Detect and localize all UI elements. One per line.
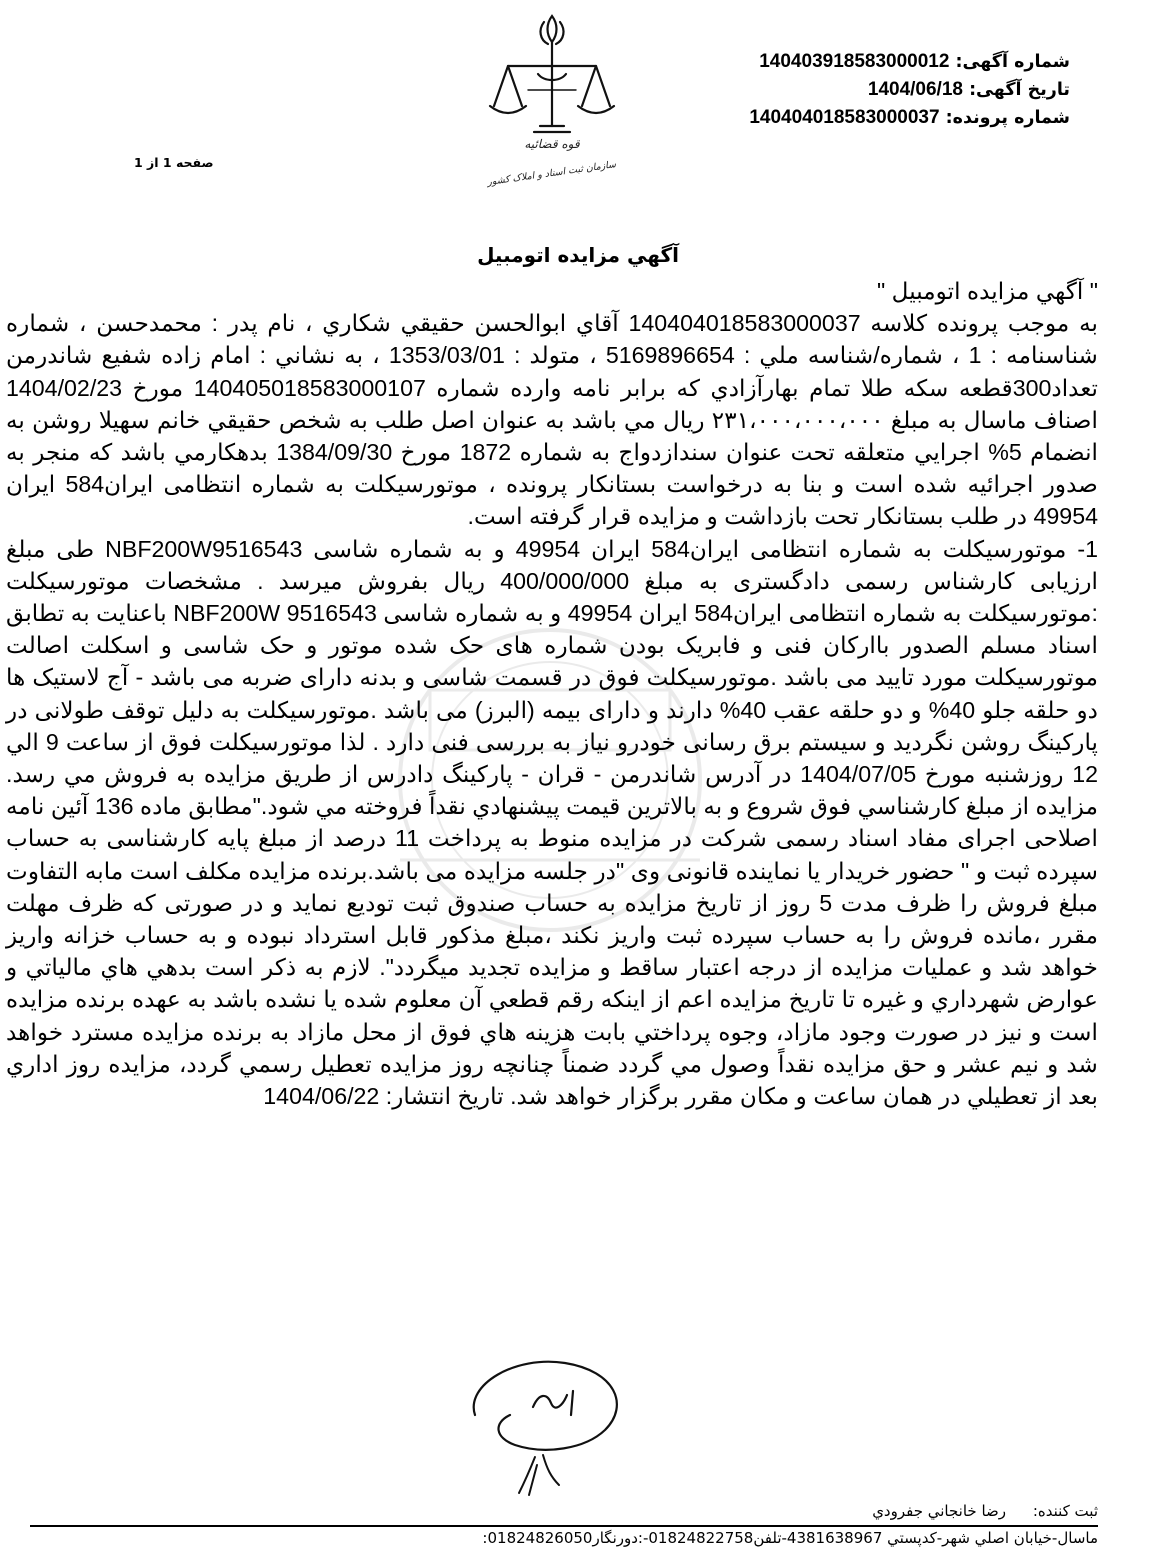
case-number: 140404018583000037 <box>749 107 940 128</box>
page-indicator: صفحه 1 از 1 <box>134 155 214 170</box>
announcement-intro: " آگهي مزايده اتومبيل " <box>876 278 1098 304</box>
ad-date: 1404/06/18 <box>867 79 963 100</box>
ad-number: 140403918583000012 <box>759 51 950 72</box>
office-address: ماسال-خيابان اصلي شهر-كدپستي 4381638967-تلفن01824822758-:دورنگار01824826050: <box>482 1529 1098 1547</box>
announcement-paragraph-1: به موجب پرونده كلاسه 140404018583000037 آقاي ابوالحسن حقيقي شكاري ، نام پدر : محمدحسن ، شماره شناسنامه : 1 ، شماره/شناسه ملي : 5169896654 ، متولد : 1353/03/01 ، به نشاني : امام زاده شفيع شاندرمن تعداد300قطعه سكه طلا تمام بهارآزادي كه برابر نامه وارده شماره 140405018583000107 مورخ 1404/02/23 اصناف ماسال به مبلغ ۲۳۱،۰۰۰،۰۰۰،۰۰۰ ريال مي باشد به عنوان اصل طلب به شخص حقيقي خانم سهيلا روشن به انضمام 5% اجرايي متعلقه تحت عنوان سندازدواج به شماره 1872 مورخ 1384/09/30 بدهكارمي باشد كه منجر به صدور اجرائيه شده است و بنا به درخواست بستانكار پرونده ، موتورسیکلت به شماره انتظامی ایران584 ایران 49954 در طلب بستانكار تحت بازداشت و مزايده قرار گرفته است. <box>6 310 1098 530</box>
registrar-line <box>872 1502 1098 1520</box>
ad-date-label: تاریخ آگهی: <box>969 80 1070 100</box>
registrar-name: رضا خانجاني جفرودي <box>872 1502 1007 1520</box>
ad-date-row <box>749 76 1070 104</box>
ad-metadata <box>749 48 1070 132</box>
announcement-paragraph-2: 1- موتورسیکلت به شماره انتظامی ایران584 ایران 49954 و به شماره شاسی NBF200W9516543 طی مبلغ ارزیابی کارشناس رسمی دادگستری به مبلغ 400/000/000 ریال بفروش میرسد . مشخصات موتورسیکلت :موتورسیکلت به شماره انتظامی ایران584 ایران 49954 و به شماره شاسی NBF200W 9516543 باعنایت به تطابق اسناد مسلم الصدور باارکان فنی و فابریک بودن شماره های حک شده موتور و حک شاسی و اسکلت اصالت موتورسیکلت مورد تایید می باشد .موتورسیکلت فوق در قسمت شاسی و بدنه دارای ضربه می باشد - آج لاستیک ها دو حلقه جلو 40% و دو حلقه عقب 40% دارند و دارای بیمه (البرز) می باشد .موتورسیکلت به دلیل توقف طولانی در پارکینگ روشن نگردید و سیستم برق رسانی خودرو نیاز به بررسی فنی دارد . لذا موتورسیکلت فوق از ساعت 9 الي 12 روزشنبه مورخ 1404/07/05 در آدرس شاندرمن - قران - پارکینگ دادرس از طريق مزايده به فروش مي رسد. مزايده از مبلغ كارشناسي فوق شروع و به بالاترين قيمت پيشنهادي نقداً فروخته مي شود."مطابق ماده 136 آئین نامه اصلاحی اجرای مفاد اسناد رسمی شرکت در مزایده منوط به پرداخت 11 درصد از مبلغ پایه کارشناسی به حساب سپرده ثبت و " حضور خریدار یا نماینده قانونی وی "در جلسه مزایده می باشد.برنده مزایده مکلف است مابه التفاوت مبلغ فروش را ظرف مدت 5 روز از تاریخ مزایده به حساب صندوق ثبت تودیع نماید و در صورتی که ظرف مهلت مقرر ،مانده فروش را به حساب سپرده ثبت واریز نکند ،مبلغ مذکور قابل استرداد نبوده و به حساب خزانه واریز خواهد شد و عملیات مزایده از درجه اعتبار ساقط و مزایده تجدید میگردد". لازم به ذكر است بدهي هاي مالياتي و عوارض شهرداري و غيره تا تاريخ مزايده اعم از اينكه رقم قطعي آن معلوم شده يا نشده باشد به عهده برنده مزايده است و نيز در صورت وجود مازاد، وجوه پرداختي بابت هزينه هاي فوق از محل مازاد به برنده مزايده مسترد خواهد شد و نيم عشر و حق مزايده نقداً وصول مي گردد ضمناً چنانچه روز مزايده تعطيل رسمي گردد، مزايده روز اداري بعد از تعطيلي در همان ساعت و مكان مقرر برگزار خواهد شد. تاریخ انتشار: 1404/06/22 <box>6 535 1099 1110</box>
emblem-text-organization: سازمان ثبت اسناد و املاک کشور <box>486 159 617 189</box>
judiciary-emblem <box>468 8 638 198</box>
handwritten-signature <box>455 1345 645 1500</box>
registrar-label: ثبت کننده: <box>1032 1502 1098 1520</box>
case-number-row <box>749 104 1070 132</box>
announcement-body <box>6 275 1098 1112</box>
footer-divider <box>30 1525 1098 1527</box>
ad-number-label: شماره آگهی: <box>955 52 1070 72</box>
emblem-text-judiciary: قوه قضائیه <box>524 137 580 151</box>
case-number-label: شماره پرونده: <box>945 108 1070 128</box>
page-title: آگهي مزايده اتومبيل <box>477 243 679 267</box>
ad-number-row <box>749 48 1070 76</box>
